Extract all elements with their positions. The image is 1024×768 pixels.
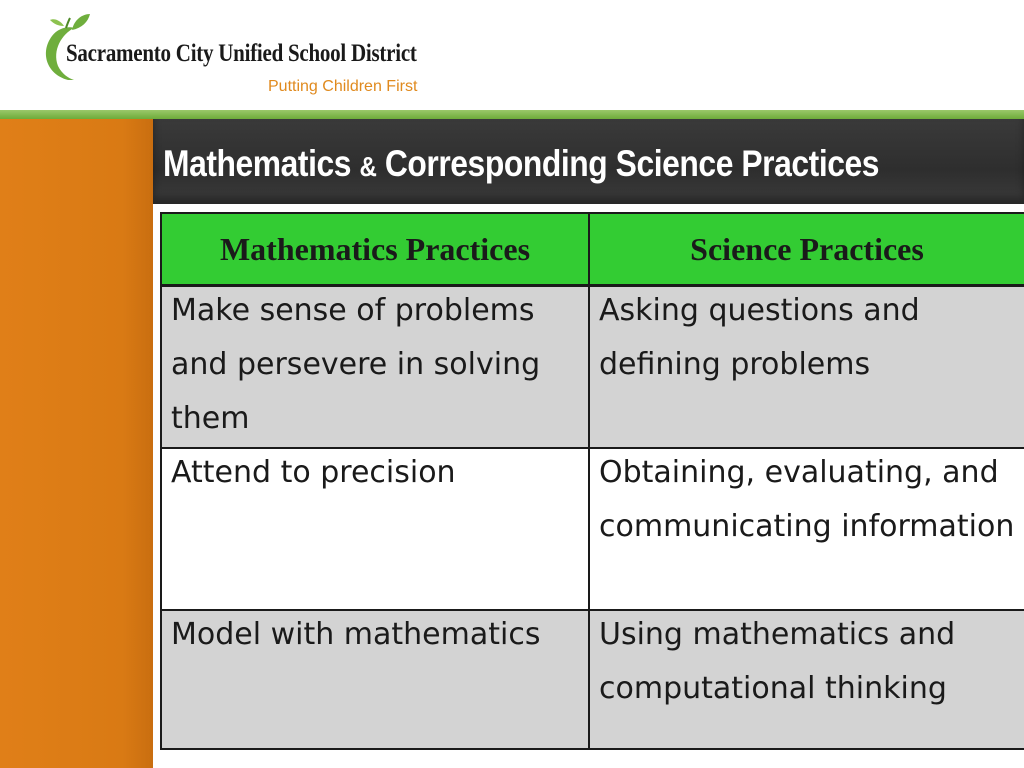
table-row [161, 448, 1024, 610]
table-cell [161, 448, 589, 610]
table-cell [161, 610, 589, 749]
table-row [161, 286, 1024, 449]
orange-side-bar [0, 119, 153, 768]
slide-title [163, 143, 879, 185]
cell-text: Asking questions and defining problems [599, 293, 920, 382]
table-header-row [161, 213, 1024, 286]
table-cell [589, 448, 1024, 610]
cell-text: Obtaining, evaluating, and communicating information [599, 455, 1015, 544]
table-cell [161, 286, 589, 449]
header-science-practices: Science Practices [589, 213, 1024, 286]
slide-title-ampersand: & [359, 151, 377, 182]
table-row [161, 610, 1024, 749]
table-cell [589, 610, 1024, 749]
cell-text: Model with mathematics [171, 617, 541, 652]
slide-title-part2: Corresponding Science Practices [376, 143, 880, 184]
title-band [153, 119, 1024, 204]
org-name: Sacramento City Unified School District [66, 40, 417, 67]
green-divider [0, 110, 1024, 119]
table-cell [589, 286, 1024, 449]
practices-table [160, 212, 1024, 750]
tagline: Putting Children First [268, 78, 418, 95]
cell-text: Using mathematics and computational thinking [599, 617, 956, 706]
header-mathematics-practices: Mathematics Practices [161, 213, 589, 286]
slide-title-part1: Mathematics [163, 143, 360, 184]
header [0, 0, 1024, 110]
practices-table-container [160, 212, 1024, 750]
cell-text: Make sense of problems and persevere in solving them [171, 293, 541, 436]
cell-text: Attend to precision [171, 455, 456, 490]
